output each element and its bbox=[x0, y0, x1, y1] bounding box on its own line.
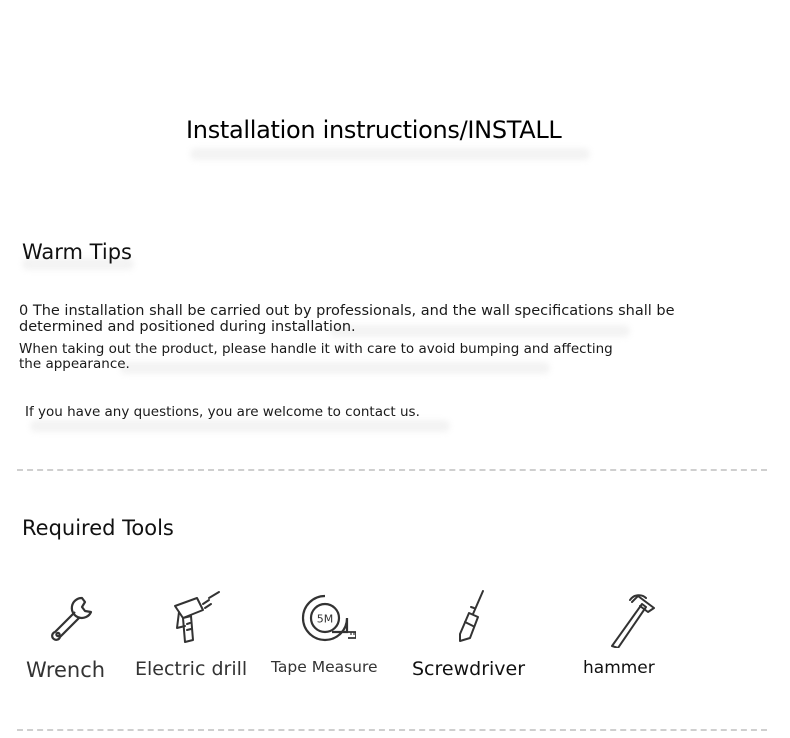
screwdriver-icon bbox=[438, 588, 498, 648]
tape-measure-icon-label: 5M bbox=[316, 612, 334, 626]
tip-professional-install: 0 The installation shall be carried out by professionals, and the wall specifications shall be determined and positioned during installation. bbox=[19, 303, 675, 335]
wrench-icon bbox=[41, 588, 101, 648]
page-title: Installation instructions/INSTALL bbox=[186, 116, 562, 144]
ghost-text bbox=[30, 420, 450, 432]
tool-label-electric-drill: Electric drill bbox=[135, 658, 248, 680]
contact-note: If you have any questions, you are welcome to contact us. bbox=[25, 404, 420, 420]
required-tools-heading: Required Tools bbox=[22, 516, 174, 540]
tool-label-wrench: Wrench bbox=[26, 658, 106, 682]
ghost-text bbox=[190, 148, 590, 160]
electric-drill-icon bbox=[163, 588, 223, 648]
tool-label-hammer: hammer bbox=[583, 658, 655, 678]
hammer-icon bbox=[602, 588, 662, 648]
tip-handle-with-care: When taking out the product, please handle it with care to avoid bumping and affecting the appearance. bbox=[19, 341, 613, 372]
bottom-divider bbox=[17, 729, 767, 731]
tool-label-tape-measure: Tape Measure bbox=[271, 658, 378, 676]
tool-electric-drill bbox=[118, 588, 268, 648]
tool-hammer bbox=[557, 588, 707, 648]
tool-tape-measure bbox=[250, 588, 400, 648]
warm-tips-heading: Warm Tips bbox=[22, 240, 132, 264]
tool-screwdriver bbox=[393, 588, 543, 648]
section-divider bbox=[17, 469, 767, 471]
tape-measure-icon bbox=[294, 588, 356, 648]
tool-label-screwdriver: Screwdriver bbox=[412, 658, 526, 680]
